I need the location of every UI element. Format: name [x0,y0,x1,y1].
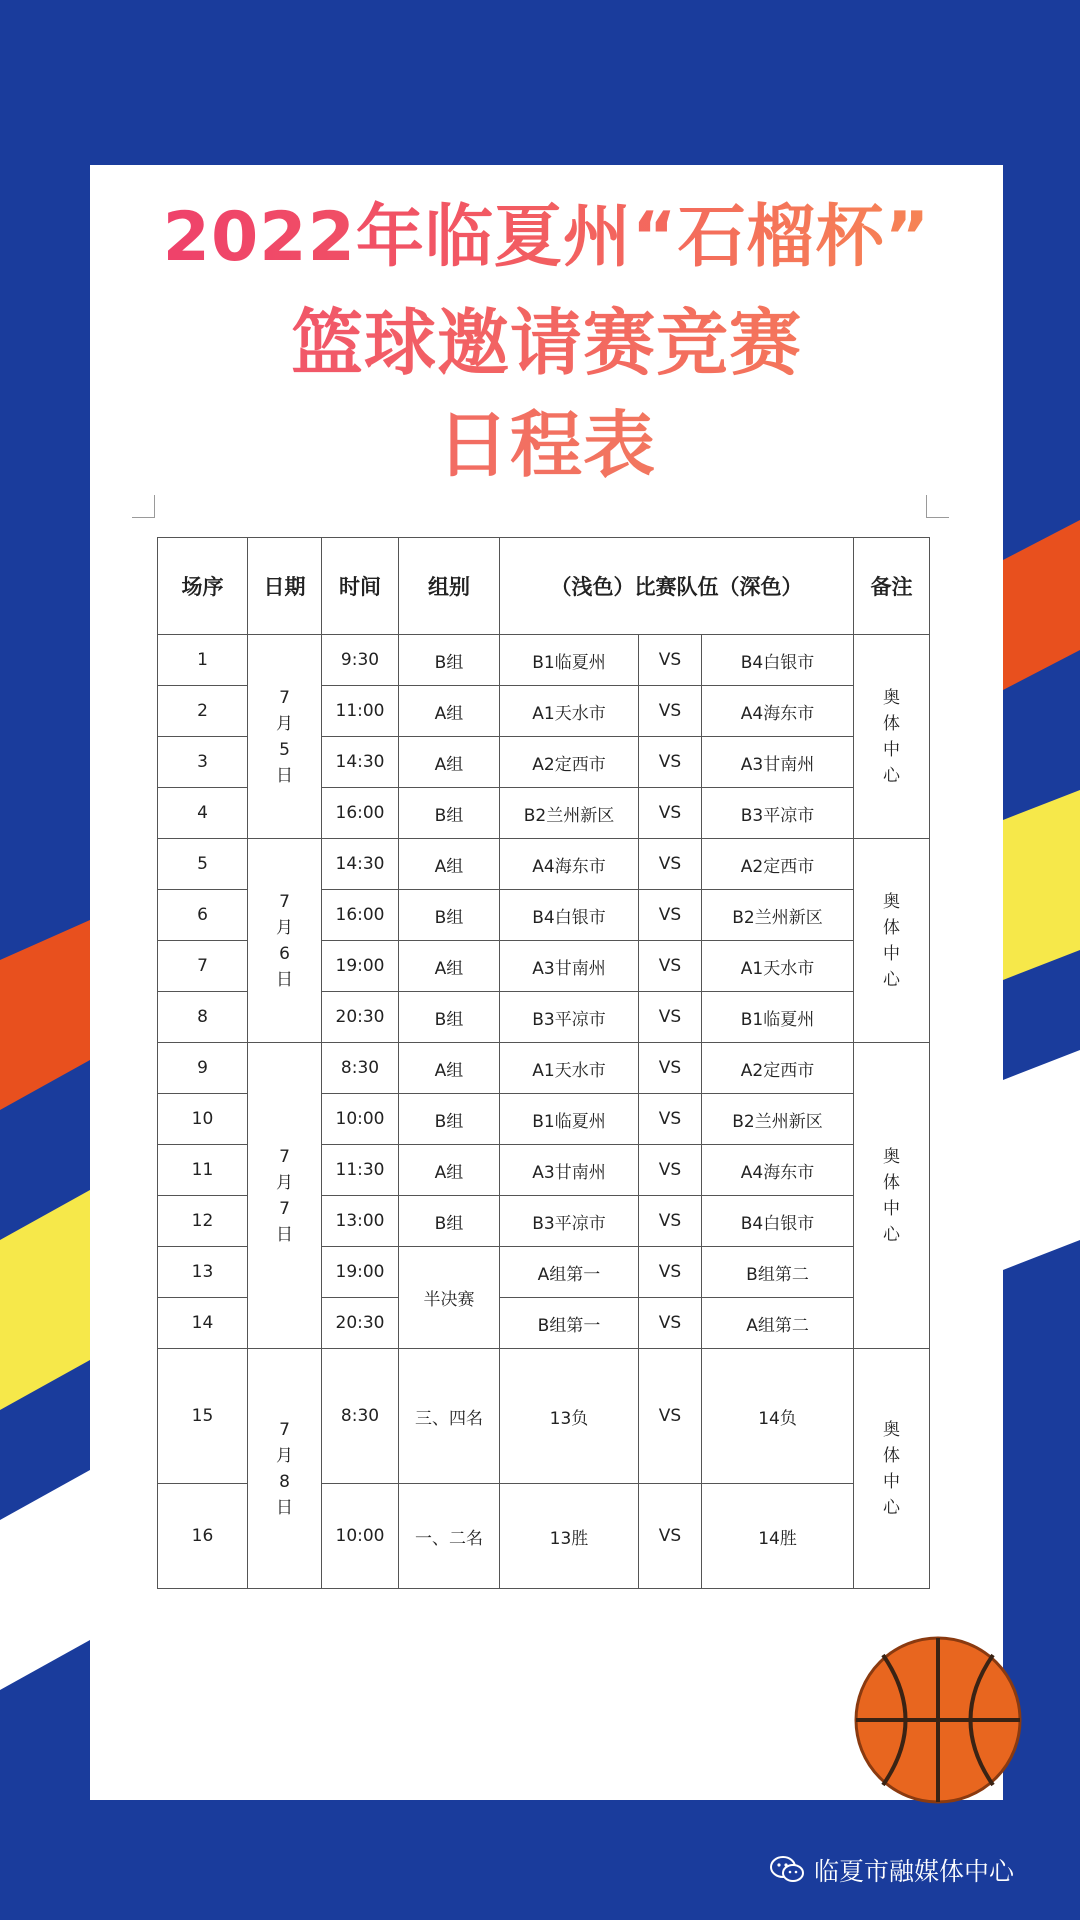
cell-away-team: B2兰州新区 [702,1094,854,1145]
cell-vs: VS [639,992,702,1043]
cell-group: A组 [399,839,500,890]
header-time: 时间 [322,538,399,635]
cell-away-team: A2定西市 [702,1043,854,1094]
cell-away-team: B4白银市 [702,1196,854,1247]
cell-time: 10:00 [322,1484,399,1589]
basketball-icon [853,1635,1023,1805]
cell-seq: 13 [158,1247,248,1298]
cell-vs: VS [639,1094,702,1145]
cell-seq: 15 [158,1349,248,1484]
cell-seq: 8 [158,992,248,1043]
cell-group: B组 [399,788,500,839]
wechat-icon [770,1856,804,1884]
cell-group-semifinal: 半决赛 [399,1247,500,1349]
source-footer [770,1852,1014,1888]
cell-away-team: B4白银市 [702,635,854,686]
cell-vs: VS [639,1349,702,1484]
cell-vs: VS [639,788,702,839]
cell-time: 20:30 [322,992,399,1043]
cell-seq: 10 [158,1094,248,1145]
cell-away-team: A2定西市 [702,839,854,890]
cell-home-team: B3平凉市 [500,1196,639,1247]
cell-time: 13:00 [322,1196,399,1247]
cell-away-team: A1天水市 [702,941,854,992]
cell-group: B组 [399,1196,500,1247]
cell-away-team: B3平凉市 [702,788,854,839]
cell-seq: 6 [158,890,248,941]
cell-vs: VS [639,941,702,992]
cell-home-team: A4海东市 [500,839,639,890]
cell-home-team: 13负 [500,1349,639,1484]
cell-vs: VS [639,635,702,686]
header-note: 备注 [854,538,930,635]
cell-home-team: B1临夏州 [500,1094,639,1145]
cell-venue: 奥体中心 [854,635,930,839]
cell-away-team: B1临夏州 [702,992,854,1043]
cell-away-team: A4海东市 [702,686,854,737]
cell-vs: VS [639,1247,702,1298]
cell-vs: VS [639,686,702,737]
cell-time: 9:30 [322,635,399,686]
cell-home-team: A1天水市 [500,686,639,737]
cell-vs: VS [639,1043,702,1094]
cell-group: 三、四名 [399,1349,500,1484]
cell-time: 20:30 [322,1298,399,1349]
cell-group: A组 [399,686,500,737]
cell-time: 10:00 [322,1094,399,1145]
cell-home-team: B3平凉市 [500,992,639,1043]
cell-group: B组 [399,992,500,1043]
cell-time: 16:00 [322,788,399,839]
cell-seq: 7 [158,941,248,992]
cell-date: 7月8日 [248,1349,322,1589]
cell-home-team: B2兰州新区 [500,788,639,839]
cell-away-team: A组第二 [702,1298,854,1349]
cell-seq: 9 [158,1043,248,1094]
cell-seq: 3 [158,737,248,788]
cell-group: A组 [399,941,500,992]
cell-home-team: A3甘南州 [500,941,639,992]
schedule-table [157,537,930,1589]
cell-group: B组 [399,635,500,686]
table-row [158,635,930,686]
cell-group: 一、二名 [399,1484,500,1589]
cell-home-team: A1天水市 [500,1043,639,1094]
cell-away-team: B2兰州新区 [702,890,854,941]
cell-away-team: A3甘南州 [702,737,854,788]
cell-home-team: A3甘南州 [500,1145,639,1196]
cell-time: 19:00 [322,941,399,992]
table-row [158,839,930,890]
cell-date: 7月6日 [248,839,322,1043]
cell-group: A组 [399,1043,500,1094]
title-line-3: 日程表 [90,387,1003,491]
cell-time: 19:00 [322,1247,399,1298]
cell-group: A组 [399,737,500,788]
cell-group: B组 [399,890,500,941]
cell-seq: 16 [158,1484,248,1589]
cell-seq: 11 [158,1145,248,1196]
crop-mark-right [926,495,949,518]
title-line-2: 篮球邀请赛竞赛 [90,285,1003,389]
cell-venue: 奥体中心 [854,1043,930,1349]
cell-home-team: 13胜 [500,1484,639,1589]
table-header-row [158,538,930,635]
cell-away-team: A4海东市 [702,1145,854,1196]
header-group: 组别 [399,538,500,635]
crop-mark-left [132,495,155,518]
cell-vs: VS [639,1196,702,1247]
cell-time: 14:30 [322,839,399,890]
cell-vs: VS [639,890,702,941]
cell-seq: 2 [158,686,248,737]
cell-seq: 4 [158,788,248,839]
schedule-card [90,165,1003,1800]
source-label: 临夏市融媒体中心 [814,1857,1015,1886]
cell-time: 14:30 [322,737,399,788]
cell-vs: VS [639,1484,702,1589]
header-teams: （浅色）比赛队伍（深色） [500,538,854,635]
cell-seq: 14 [158,1298,248,1349]
cell-venue: 奥体中心 [854,1349,930,1589]
cell-date: 7月7日 [248,1043,322,1349]
cell-vs: VS [639,1298,702,1349]
cell-seq: 1 [158,635,248,686]
table-row [158,1043,930,1094]
cell-away-team: B组第二 [702,1247,854,1298]
cell-time: 16:00 [322,890,399,941]
cell-time: 8:30 [322,1349,399,1484]
cell-time: 8:30 [322,1043,399,1094]
cell-home-team: A2定西市 [500,737,639,788]
cell-seq: 5 [158,839,248,890]
cell-date: 7月5日 [248,635,322,839]
cell-home-team: A组第一 [500,1247,639,1298]
cell-away-team: 14负 [702,1349,854,1484]
cell-home-team: B4白银市 [500,890,639,941]
cell-home-team: B组第一 [500,1298,639,1349]
cell-away-team: 14胜 [702,1484,854,1589]
cell-vs: VS [639,839,702,890]
cell-seq: 12 [158,1196,248,1247]
cell-venue: 奥体中心 [854,839,930,1043]
cell-vs: VS [639,737,702,788]
header-date: 日期 [248,538,322,635]
cell-time: 11:30 [322,1145,399,1196]
table-row [158,1349,930,1484]
cell-vs: VS [639,1145,702,1196]
header-seq: 场序 [158,538,248,635]
title-line-1: 2022年临夏州“石榴杯” [90,183,1003,280]
cell-group: A组 [399,1145,500,1196]
cell-time: 11:00 [322,686,399,737]
cell-home-team: B1临夏州 [500,635,639,686]
cell-group: B组 [399,1094,500,1145]
